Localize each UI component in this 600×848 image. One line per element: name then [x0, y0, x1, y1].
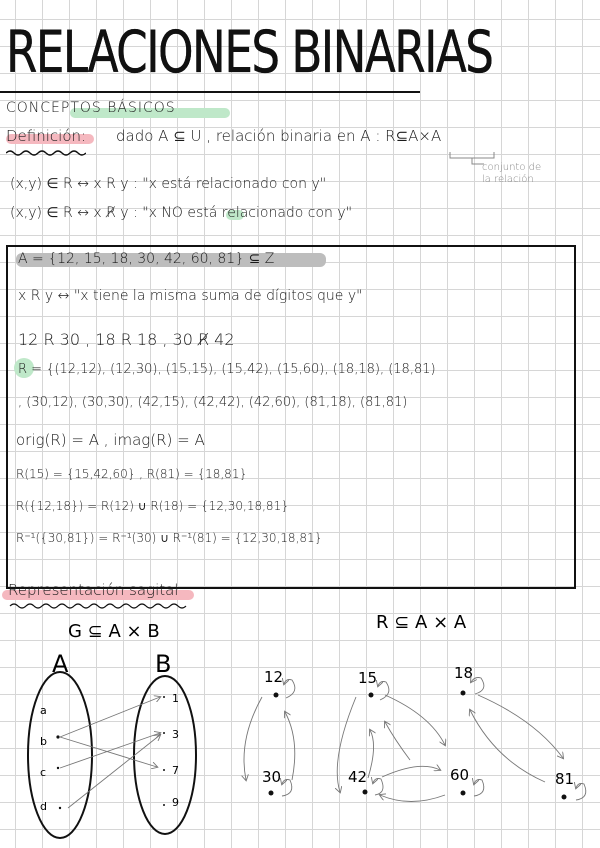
note-line: la relación [482, 174, 534, 185]
relation-instances: 12 R 30 , 18 R 18 , 30 R̸ 42 [18, 330, 235, 349]
set-a-ellipse [28, 672, 92, 838]
membership-line: (x,y) ∈ R ↔ x R y : "x está relacionado con y" [10, 176, 327, 192]
b-element: 9 [172, 796, 179, 809]
node-labels [262, 664, 574, 788]
node-label: 12 [264, 668, 284, 686]
brace-icon [448, 150, 508, 170]
set-a-label: A [52, 650, 69, 678]
inverse-line: R⁻¹({30,81}) = R⁻¹(30) ∪ R⁻¹(81) = {12,30,18,81} [16, 531, 323, 545]
definition-label: Definición: [6, 127, 87, 145]
right-diagram-title: R ⊆ A × A [376, 612, 467, 633]
node-dots [269, 691, 567, 800]
left-diagram-title: G ⊆ A × B [68, 621, 160, 642]
title-underline [0, 91, 420, 93]
page-title: RELACIONES BINARIAS [6, 18, 493, 86]
wavy-underline [10, 604, 186, 608]
b-element: 3 [172, 728, 179, 741]
set-a-definition: A = {12, 15, 18, 30, 42, 60, 81} ⊆ Z [18, 251, 275, 267]
set-b-ellipse [134, 676, 196, 834]
a-element: a [40, 704, 47, 717]
note-line: conjunto de [482, 162, 542, 173]
node-label: 60 [450, 766, 470, 784]
node-label: 81 [555, 770, 575, 788]
images-line: R(15) = {15,42,60} , R(81) = {18,81} [16, 467, 248, 481]
wavy-underline [6, 149, 86, 157]
relation-set-line1: R = {(12,12), (12,30), (15,15), (15,42), (15,60), (18,18), (18,81) [18, 362, 436, 377]
definition-text: dado A ⊆ U , relación binaria en A : R⊆A×A [116, 127, 442, 145]
union-line: R({12,18}) = R(12) ∪ R(18) = {12,30,18,81} [16, 499, 289, 513]
section-heading-conceptos: CONCEPTOS BÁSICOS [6, 100, 176, 116]
b-element: 7 [172, 764, 179, 777]
node-label: 18 [454, 664, 474, 682]
sagittal-diagrams [0, 600, 600, 848]
mapping-arrows [60, 697, 160, 808]
node-label: 42 [348, 768, 368, 786]
orig-imag: orig(R) = A , imag(R) = A [16, 431, 205, 449]
a-element: b [40, 735, 47, 748]
set-b-label: B [155, 650, 172, 678]
b-element: 1 [172, 692, 179, 705]
relation-set-line2: , (30,12), (30,30), (42,15), (42,42), (42,60), (81,18), (81,81) [18, 395, 408, 410]
relation-definition: x R y ↔ "x tiene la misma suma de dígitos que y" [18, 288, 363, 304]
a-element: d [40, 800, 47, 813]
node-label: 15 [358, 669, 378, 687]
node-label: 30 [262, 768, 282, 786]
non-membership-line: (x,y) ∈ R ↔ x R̸ y : "x NO está relacionado con y" [10, 205, 353, 221]
a-element: c [40, 766, 47, 779]
section-heading-sagital: Representación sagital [8, 581, 179, 599]
relation-arrows [244, 678, 586, 802]
